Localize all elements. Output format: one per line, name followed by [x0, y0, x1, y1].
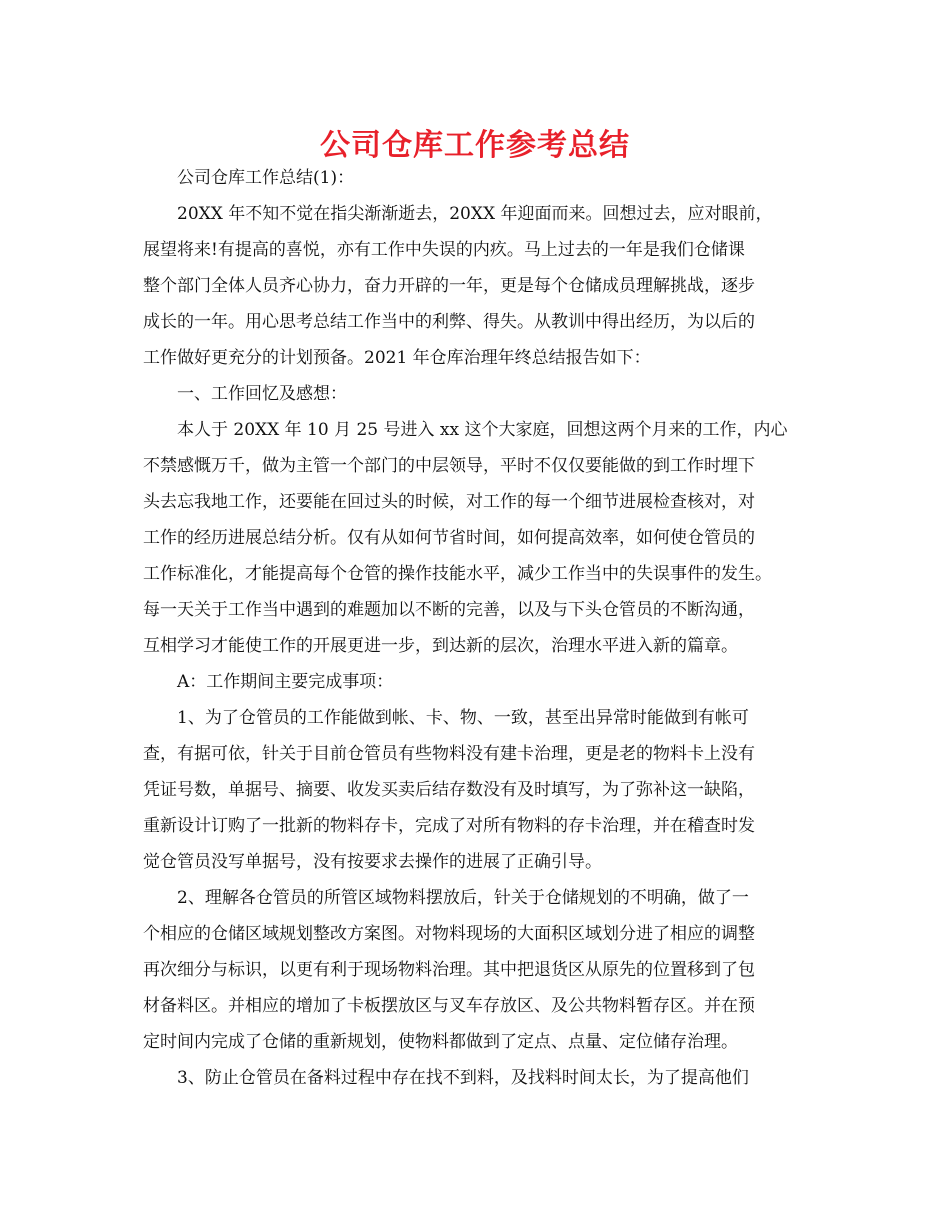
text-line: 展望将来!有提高的喜悦，亦有工作中失误的内疚。马上过去的一年是我们仓储课 — [143, 240, 745, 260]
text-line: 定时间内完成了仓储的重新规划，使物料都做到了定点、点量、定位储存治理。 — [143, 1032, 738, 1052]
text-line: 2、理解各仓管员的所管区域物料摆放后，针关于仓储规划的不明确，做了一 — [177, 888, 749, 908]
text-line: 成长的一年。用心思考总结工作当中的利弊、得失。从教训中得出经历，为以后的 — [143, 312, 755, 332]
text-line: 互相学习才能使工作的开展更进一步，到达新的层次，治理水平进入新的篇章。 — [143, 636, 738, 656]
text-line: 20XX 年不知不觉在指尖渐渐逝去，20XX 年迎面而来。回想过去，应对眼前， — [177, 204, 773, 224]
text-line: 一、工作回忆及感想： — [177, 384, 347, 404]
text-line: 头去忘我地工作，还要能在回过头的时候，对工作的每一个细节进展检查核对，对 — [143, 492, 755, 512]
text-line: 觉仓管员没写单据号，没有按要求去操作的进展了正确引导。 — [143, 852, 602, 872]
text-line: 工作标准化，才能提高每个仓管的操作技能水平，减少工作当中的失误事件的发生。 — [143, 564, 772, 584]
text-line: 个相应的仓储区域规划整改方案图。对物料现场的大面积区域划分进了相应的调整 — [143, 924, 755, 944]
text-line: 重新设计订购了一批新的物料存卡，完成了对所有物料的存卡治理，并在稽查时发 — [143, 816, 755, 836]
document-title: 公司仓库工作参考总结 — [320, 128, 630, 163]
text-line: 每一天关于工作当中遇到的难题加以不断的完善，以及与下头仓管员的不断沟通， — [143, 600, 755, 620]
text-line: 1、为了仓管员的工作能做到帐、卡、物、一致，甚至出异常时能做到有帐可 — [177, 708, 749, 728]
text-line: 凭证号数，单据号、摘要、收发买卖后结存数没有及时填写，为了弥补这一缺陷， — [143, 780, 755, 800]
text-line: 整个部门全体人员齐心协力，奋力开辟的一年，更是每个仓储成员理解挑战，逐步 — [143, 276, 755, 296]
text-line: 公司仓库工作总结(1)： — [177, 168, 355, 188]
text-line: A：工作期间主要完成事项： — [177, 672, 394, 692]
text-line: 不禁感慨万千，做为主管一个部门的中层领导，平时不仅仅要能做的到工作时埋下 — [143, 456, 755, 476]
document-body — [143, 160, 813, 1096]
text-line: 本人于 20XX 年 10 月 25 号进入 xx 这个大家庭，回想这两个月来的工作，内心 — [177, 420, 788, 440]
text-line: 再次细分与标识，以更有利于现场物料治理。其中把退货区从原先的位置移到了包 — [143, 960, 755, 980]
text-line: 工作做好更充分的计划预备。2021 年仓库治理年终总结报告如下： — [143, 348, 651, 368]
text-line: 3、防止仓管员在备料过程中存在找不到料，及找料时间太长，为了提高他们 — [177, 1068, 749, 1088]
text-line: 工作的经历进展总结分析。仅有从如何节省时间，如何提高效率，如何使仓管员的 — [143, 528, 755, 548]
text-line: 查，有据可依，针关于目前仓管员有些物料没有建卡治理，更是老的物料卡上没有 — [143, 744, 755, 764]
text-line: 材备料区。并相应的增加了卡板摆放区与叉车存放区、及公共物料暂存区。并在预 — [143, 996, 755, 1016]
